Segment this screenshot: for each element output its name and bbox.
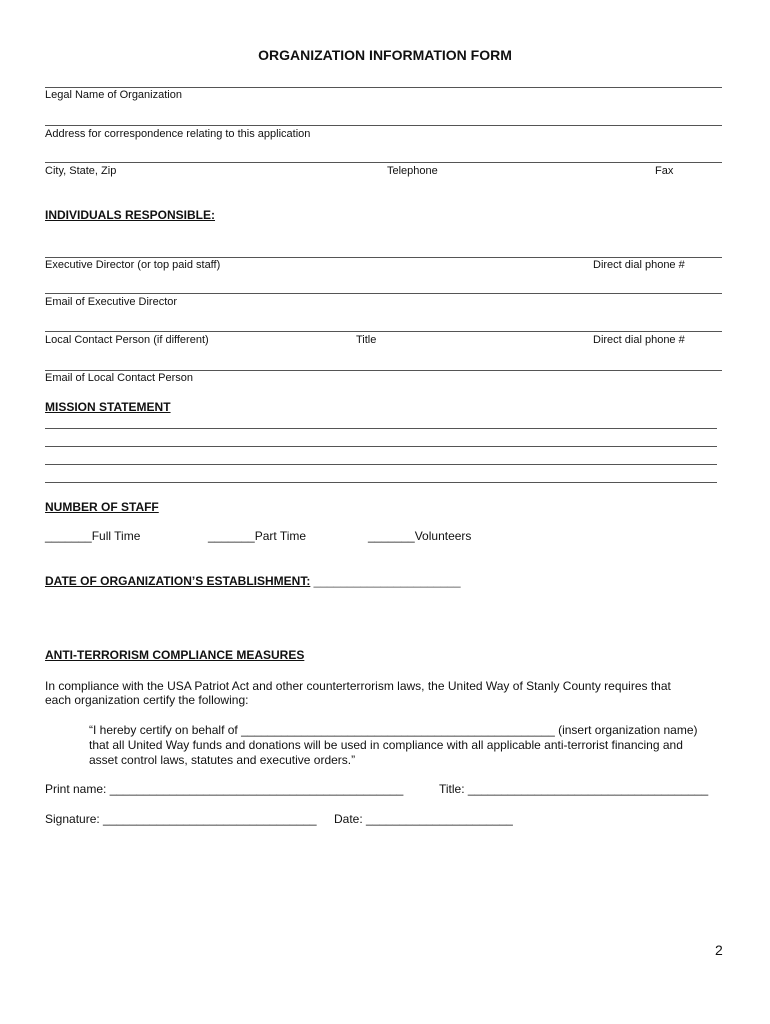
part-time-field[interactable]: _______Part Time <box>208 529 307 543</box>
print-name-field[interactable]: Print name: ____________________________________________ <box>45 782 404 796</box>
local-title-label: Title <box>356 334 377 346</box>
establishment-label: DATE OF ORGANIZATION’S ESTABLISHMENT: <box>45 574 311 588</box>
city-label: City, State, Zip <box>45 165 117 177</box>
exec-email-label: Email of Executive Director <box>45 296 178 308</box>
local-contact-line[interactable] <box>45 331 722 332</box>
exec-phone-label: Direct dial phone # <box>593 259 685 271</box>
legal-name-line[interactable] <box>45 87 722 88</box>
mission-line-1[interactable] <box>45 428 717 429</box>
anti-terrorism-intro-2: each organization certify the following: <box>45 693 249 707</box>
full-time-field[interactable]: _______Full Time <box>45 529 141 543</box>
certification-line-2: that all United Way funds and donations will be used in compliance with all applicable anti-terrorist financing and <box>89 738 683 752</box>
telephone-label: Telephone <box>387 165 438 177</box>
city-phone-fax-line[interactable] <box>45 162 722 163</box>
establishment-row <box>45 574 461 588</box>
establishment-date-field[interactable]: ______________________ <box>310 574 461 588</box>
address-line[interactable] <box>45 125 722 126</box>
exec-director-label: Executive Director (or top paid staff) <box>45 259 221 271</box>
date-field[interactable]: Date: ______________________ <box>334 812 513 826</box>
anti-terrorism-intro-1: In compliance with the USA Patriot Act and other counterterrorism laws, the United Way of Stanly County requires that <box>45 679 671 693</box>
staff-heading: NUMBER OF STAFF <box>45 500 159 514</box>
exec-email-line[interactable] <box>45 293 722 294</box>
address-label: Address for correspondence relating to this application <box>45 128 311 140</box>
legal-name-label: Legal Name of Organization <box>45 89 182 101</box>
title-field[interactable]: Title: ____________________________________ <box>439 782 709 796</box>
signature-field[interactable]: Signature: ________________________________ <box>45 812 317 826</box>
fax-label: Fax <box>655 165 674 177</box>
exec-director-line[interactable] <box>45 257 722 258</box>
mission-heading: MISSION STATEMENT <box>45 400 171 414</box>
local-email-label: Email of Local Contact Person <box>45 372 193 384</box>
individuals-heading: INDIVIDUALS RESPONSIBLE: <box>45 208 216 222</box>
mission-line-4[interactable] <box>45 482 717 483</box>
mission-line-2[interactable] <box>45 446 717 447</box>
local-email-line[interactable] <box>45 370 722 371</box>
local-contact-label: Local Contact Person (if different) <box>45 334 209 346</box>
local-phone-label: Direct dial phone # <box>593 334 685 346</box>
form-title: ORGANIZATION INFORMATION FORM <box>258 47 512 63</box>
mission-line-3[interactable] <box>45 464 717 465</box>
volunteers-field[interactable]: _______Volunteers <box>368 529 472 543</box>
certification-line-3: asset control laws, statutes and executive orders.” <box>89 753 356 767</box>
certification-line-1: “I hereby certify on behalf of _______________________________________________ (insert organization name) <box>89 723 698 737</box>
page-number: 2 <box>715 942 723 958</box>
anti-terrorism-heading: ANTI-TERRORISM COMPLIANCE MEASURES <box>45 648 305 662</box>
